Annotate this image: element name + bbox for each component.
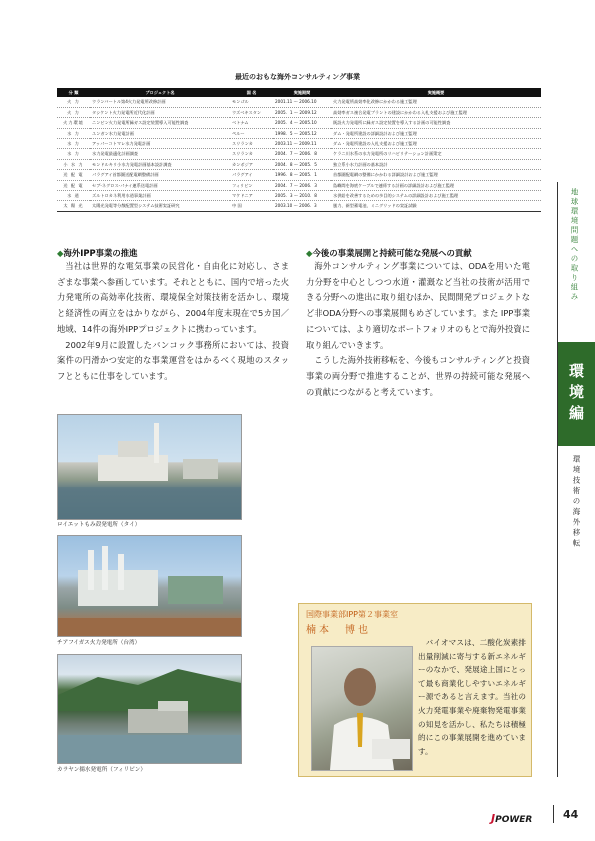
table-cell: 島嶼間を海底ケーブルで連係する計画の詳細設計および施工監理 bbox=[331, 180, 541, 190]
table-cell: ダム・発電所建設の詳細設計および施工監理 bbox=[331, 128, 541, 138]
table-cell: 2003.11 ～ 2009.11 bbox=[273, 139, 331, 149]
table-header-cell: 分 類 bbox=[57, 88, 90, 97]
table-cell: 1996．8 ～ 2005．1 bbox=[273, 170, 331, 180]
table-cell: 火 力 bbox=[57, 107, 90, 117]
left-paragraph-1: 当社は世界的な電気事業の民営化・自由化に対応し、さまざまな事業へ参画しています。それとともに、国内で培った火力発電所の高効率化技術、環境保全対策技術を活かし、環境と経済性の両立をはかりながら、2004年度末現在で5カ国／地域、14件の海外IPPプロジェクトに携わっています。 bbox=[57, 261, 289, 334]
table-cell: 2005．4 ～ 2005.10 bbox=[273, 118, 331, 128]
table-cell: セブ-ネグロス-パナイ連系送電計画 bbox=[90, 180, 230, 190]
table-title: 最近のおもな海外コンサルティング事業 bbox=[235, 73, 360, 81]
jpower-logo bbox=[491, 812, 532, 825]
projects-table bbox=[57, 88, 541, 212]
table-cell: 風力、新型蓄電池、ミニグリッドの実証試験 bbox=[331, 201, 541, 211]
table-cell: 火力発電所高効率化改修にかかわる施工監理 bbox=[331, 97, 541, 107]
table-cell: ケラニ川水系の水力発電所のリハビリテーション計画策定 bbox=[331, 149, 541, 159]
photo-chiahui-plant bbox=[57, 535, 242, 637]
logo-text: POWER bbox=[495, 815, 533, 825]
table-cell: 水力発電最適化計画調査 bbox=[90, 149, 230, 159]
table-cell: 首都圏配電網の整備にかかわる詳細設計および施工監理 bbox=[331, 170, 541, 180]
table-cell: 火 力 bbox=[57, 97, 90, 107]
table-cell: カンボジア bbox=[230, 159, 273, 169]
table-cell: パラグアイ bbox=[230, 170, 273, 180]
person-illustration bbox=[312, 647, 412, 770]
table-cell: 2005．1 ～ 2009.12 bbox=[273, 107, 331, 117]
table-header-cell: 実施期間 bbox=[273, 88, 331, 97]
table-row bbox=[57, 191, 541, 201]
profile-text: バイオマスは、二酸化炭素排出量削減に寄与する新エネルギーのなかで、発展途上国にとって最も商業化しやすいエネルギー源であると言えます。当社の火力発電事業や廃棄物発電事業の知見を活かし、私たちは積極的にこの事業展開を進めています。 bbox=[418, 638, 526, 756]
table-header-row bbox=[57, 88, 541, 97]
left-paragraph-2: 2002年9月に設置したバンコック事務所においては、投資案件の円滑かつ安定的な事業運営をはかるべく現地のスタッフとともに仕事をしています。 bbox=[57, 339, 289, 381]
table-cell: 高効率ガス複合発電プラントの建設にかかわる入札支援および施工監理 bbox=[331, 107, 541, 117]
table-cell: 火力環境 bbox=[57, 118, 90, 128]
table-cell: スリランカ bbox=[230, 139, 273, 149]
table-row bbox=[57, 170, 541, 180]
table-row bbox=[57, 180, 541, 190]
table-row bbox=[57, 149, 541, 159]
table-cell: ペルー bbox=[230, 128, 273, 138]
table-cell: 太 陽 光 bbox=[57, 201, 90, 211]
table-row bbox=[57, 118, 541, 128]
table-cell: 2001.11 ～ 2006.10 bbox=[273, 97, 331, 107]
table-cell: 水 力 bbox=[57, 149, 90, 159]
table-cell: ズルトロカネ利用水道事業計画 bbox=[90, 191, 230, 201]
section-tab-label: 環境編 bbox=[567, 362, 585, 426]
diamond-bullet-icon: ◆ bbox=[306, 248, 313, 258]
table-cell: モンゴル bbox=[230, 97, 273, 107]
right-heading-text: 今後の事業展開と持続可能な発展への貢献 bbox=[312, 248, 472, 258]
left-heading-text: 海外IPP事業の推進 bbox=[63, 248, 138, 258]
left-heading bbox=[57, 247, 289, 259]
table-body bbox=[57, 97, 541, 211]
table-row bbox=[57, 128, 541, 138]
table-cell: 送 配 電 bbox=[57, 180, 90, 190]
profile-name: 楠本 博也 bbox=[306, 625, 371, 636]
diamond-bullet-icon: ◆ bbox=[57, 248, 64, 258]
table-cell: 小 水 力 bbox=[57, 159, 90, 169]
profile-photo bbox=[311, 646, 413, 771]
table-cell: 2004．7 ～ 2006．3 bbox=[273, 180, 331, 190]
table-cell: パラグアイ首都圏送配電網整備計画 bbox=[90, 170, 230, 180]
table-cell: フィリピン bbox=[230, 180, 273, 190]
table-cell: 1998．5 ～ 2005.12 bbox=[273, 128, 331, 138]
table-cell: 水 力 bbox=[57, 139, 90, 149]
footer-divider bbox=[553, 805, 554, 823]
table-cell: スリランカ bbox=[230, 149, 273, 159]
table-cell: 中 国 bbox=[230, 201, 273, 211]
page-number: 44 bbox=[563, 808, 579, 821]
profile-department: 国際事業部IPP第２事業室 bbox=[306, 610, 399, 619]
table-cell: 2004．8 ～ 2005．5 bbox=[273, 159, 331, 169]
table-cell: ダム・発電所建設の入札支援および施工監理 bbox=[331, 139, 541, 149]
table-cell: 2005．3 ～ 2010．8 bbox=[273, 191, 331, 201]
table-header-cell: プロジェクト名 bbox=[90, 88, 230, 97]
right-column bbox=[306, 247, 530, 400]
pumped-storage-illustration bbox=[58, 655, 241, 763]
table-cell: 既設火力発電所に緑ガス設定装置を導入する計画の可能性調査 bbox=[331, 118, 541, 128]
table-cell: 水 道 bbox=[57, 191, 90, 201]
photo-kalayaan-plant bbox=[57, 654, 242, 764]
left-column bbox=[57, 247, 289, 385]
table-cell: 独立系小水力計画の基本設計 bbox=[331, 159, 541, 169]
right-heading bbox=[306, 247, 530, 259]
table-cell: 2003.10 ～ 2006．3 bbox=[273, 201, 331, 211]
table-cell: ユンガン水力発電計画 bbox=[90, 128, 230, 138]
table-row bbox=[57, 107, 541, 117]
table-row bbox=[57, 139, 541, 149]
table-cell: モンドルキリ小水力発電計画基本設計調査 bbox=[90, 159, 230, 169]
power-plant-illustration bbox=[58, 415, 241, 519]
photo-caption: チアフイガス火力発電所（台湾） bbox=[57, 640, 141, 646]
photo-roi-et-plant bbox=[57, 414, 242, 520]
table-cell: マケドニア bbox=[230, 191, 273, 201]
table-cell: 2004．7 ～ 2006．8 bbox=[273, 149, 331, 159]
table-cell: ウランバートル第4火力発電所改修計画 bbox=[90, 97, 230, 107]
photo-caption: カラヤン揚水発電所（フィリピン） bbox=[57, 767, 146, 773]
table-cell: タシケント火力発電所近代化計画 bbox=[90, 107, 230, 117]
photo-caption: ロイエットもみ殻発電所（タイ） bbox=[57, 522, 141, 528]
table-row bbox=[57, 159, 541, 169]
table-cell: アッパーコトマレ水力発電計画 bbox=[90, 139, 230, 149]
table-row bbox=[57, 201, 541, 211]
logo-mark: J bbox=[491, 812, 496, 825]
gas-plant-illustration bbox=[58, 536, 241, 636]
table-cell: 送 配 電 bbox=[57, 170, 90, 180]
side-chapter-label: 地球環境問題への取り組み bbox=[570, 188, 579, 302]
table-cell: 太陽光発電等分散配置型システム技術実証研究 bbox=[90, 201, 230, 211]
table-header-cell: 実施概要 bbox=[331, 88, 541, 97]
table-cell: 水 力 bbox=[57, 128, 90, 138]
right-paragraph-1: 海外コンサルティング事業については、ODAを用いた電力分野を中心としつつ水道・灌漑など当社の技術が活用できる分野への進出に取り組むほか、民間開発プロジェクトなど非ODA分野への事業展開もめざしています。また IPP事業については、より適切なポートフォリオのもとで海外投資に取り組んでいきます。 bbox=[306, 261, 530, 350]
side-sub-label: 環境技術の海外移転 bbox=[572, 455, 581, 550]
right-paragraph-2: こうした海外技術移転を、今後もコンサルティングと投資事業の両分野で推進することが、世界の持続可能な発展への貢献につながると考えています。 bbox=[306, 355, 530, 397]
table-cell: ベトナム bbox=[230, 118, 273, 128]
table-cell: ウズベキスタン bbox=[230, 107, 273, 117]
table-cell: 水供給を改善するための多目的システムの詳細設計および施工監理 bbox=[331, 191, 541, 201]
table-row bbox=[57, 97, 541, 107]
table-header-cell: 国 名 bbox=[230, 88, 273, 97]
table-cell: ニンビン火力発電所緑ガス設定装置導入可能性調査 bbox=[90, 118, 230, 128]
side-divider bbox=[557, 182, 558, 777]
